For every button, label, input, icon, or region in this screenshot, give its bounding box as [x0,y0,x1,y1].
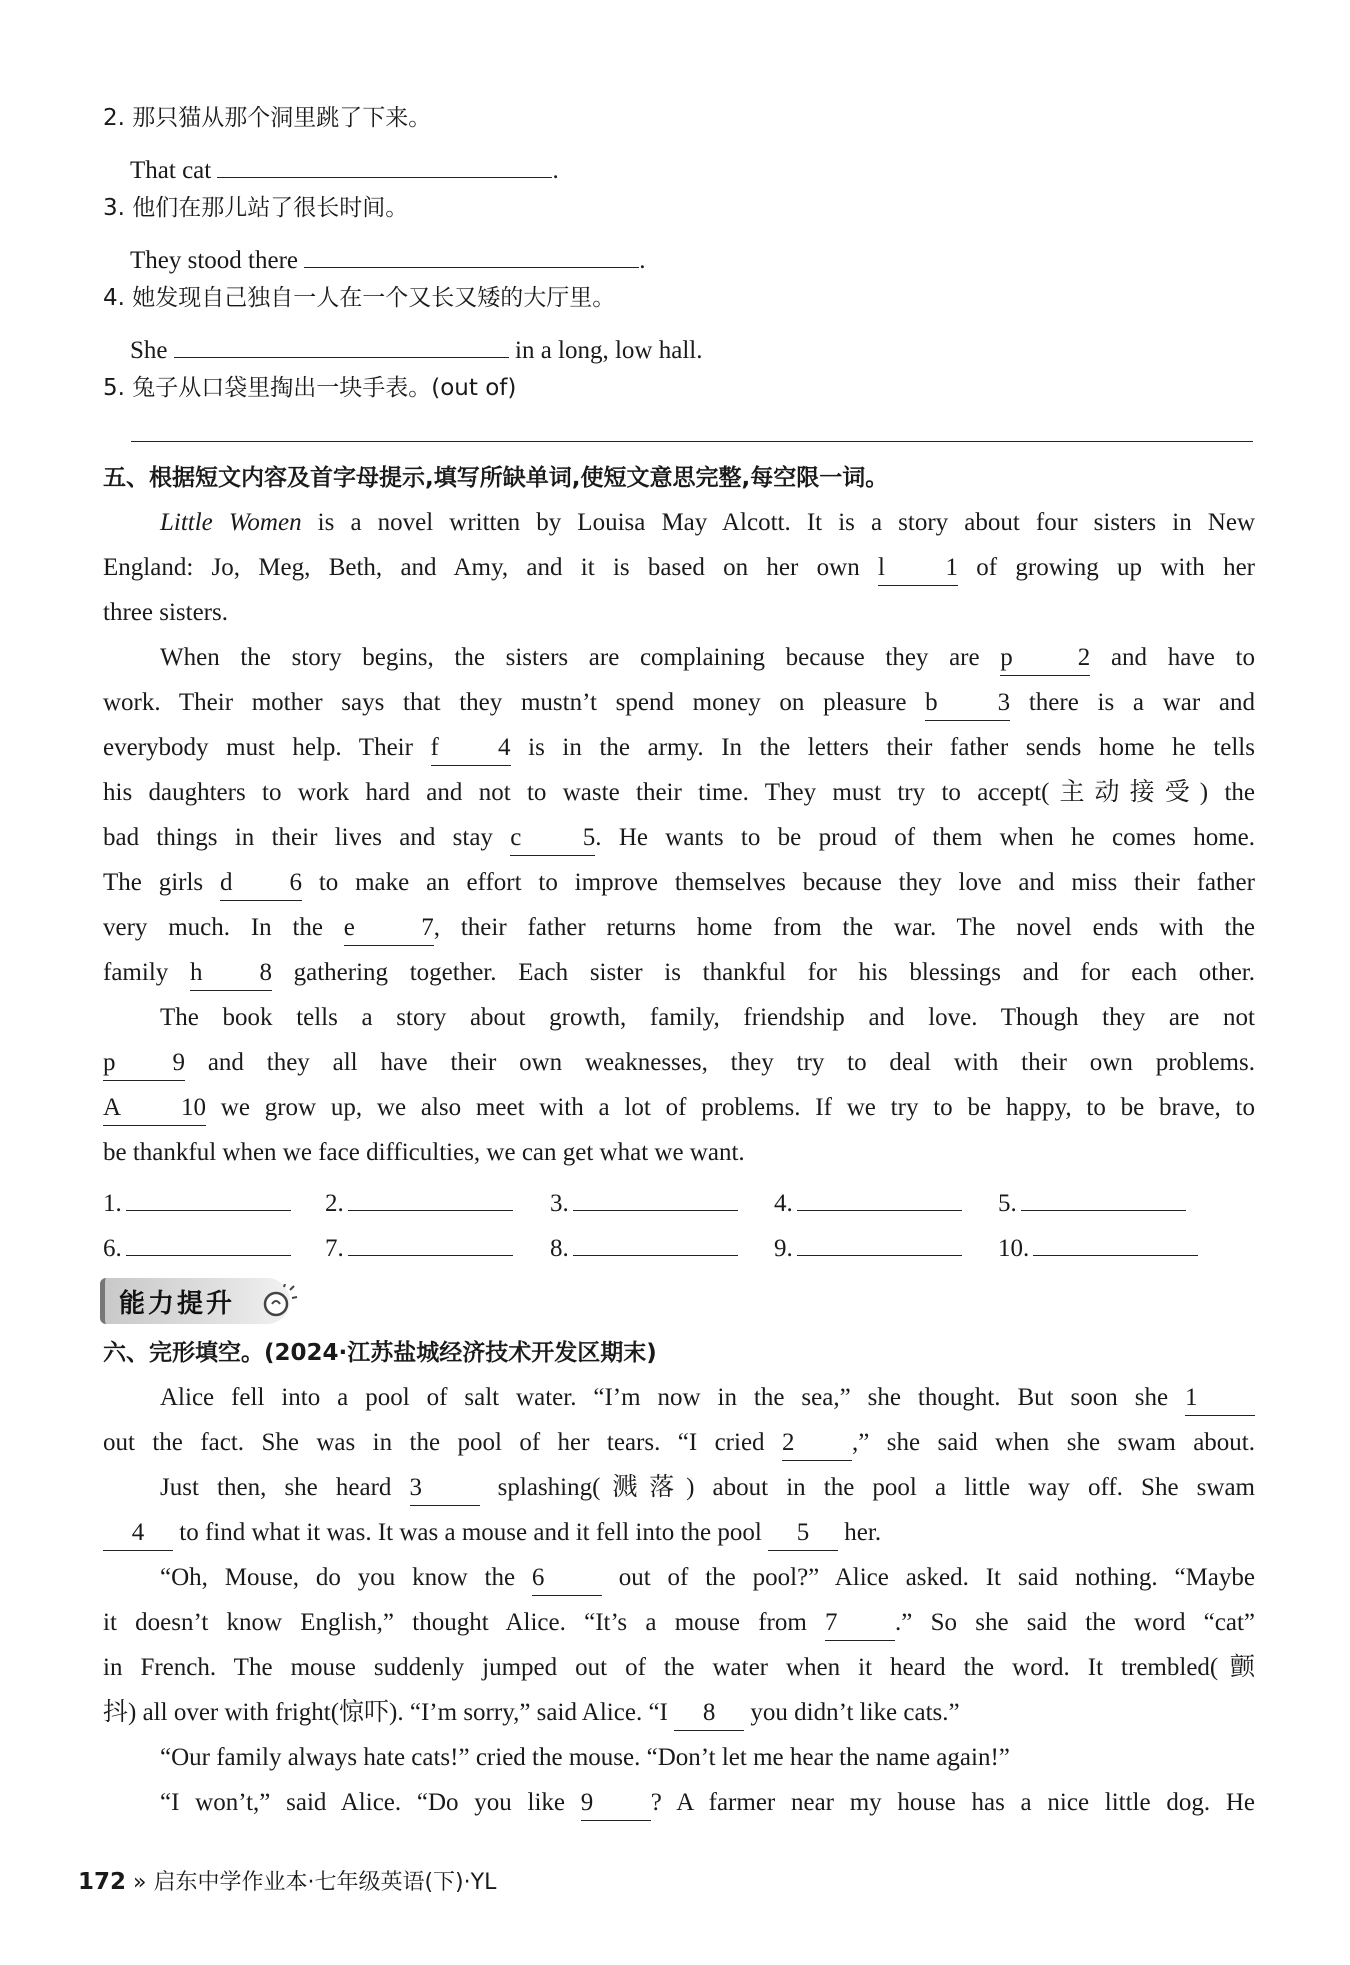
answer-blank[interactable] [797,1225,962,1256]
translation-q3-english: They stood there . [130,235,1282,275]
passage-line: “I won’t,” said Alice. “Do you like 9 ? A farmer near my house has a nice little dog. He [160,1785,1255,1825]
passage-line: England: Jo, Meg, Beth, and Amy, and it is based on her own l 1 of growing up with her [103,550,1255,590]
passage-line: it doesn’t know English,” thought Alice. “It’s a mouse from 7 .” So she said the word “cat” [103,1605,1255,1645]
passage-line: bad things in their lives and stay c 5. He wants to be proud of them when he comes home. [103,820,1255,860]
blank-4[interactable]: f 4 [431,733,511,766]
book-title: 启东中学作业本·七年级英语(下)·YL [153,1870,497,1895]
passage-line: The girls d 6 to make an effort to improve themselves because they love and miss their father [103,865,1255,905]
translation-q3-chinese: 3. 他们在那儿站了很长时间。 [103,195,409,221]
passage-line: The book tells a story about growth, family, friendship and love. Though they are not [160,1004,1255,1031]
passage-line: Alice fell into a pool of salt water. “I’m now in the sea,” she thought. But soon she 1 [160,1380,1255,1420]
double-chevron-right-icon: » [133,1870,147,1895]
section5-heading: 五、根据短文内容及首字母提示,填写所缺单词,使短文意思完整,每空限一词。 [103,465,889,491]
passage-line: When the story begins, the sisters are complaining because they are p 2 and have to [160,640,1255,680]
blank-7[interactable]: e 7 [344,913,434,946]
answer-blank[interactable] [1021,1180,1186,1211]
answer-blank[interactable] [348,1225,513,1256]
answer-blank[interactable] [573,1180,738,1211]
answer-slot[interactable]: 4. [774,1180,962,1222]
answer-blank[interactable] [217,145,552,178]
blank-5[interactable]: c 5 [510,823,595,856]
translation-q4-chinese: 4. 她发现自己独自一人在一个又长又矮的大厅里。 [103,285,616,311]
blank-9[interactable]: p 9 [103,1048,185,1081]
answer-blank[interactable] [1033,1225,1198,1256]
answer-slot[interactable]: 9. [774,1225,962,1267]
page-footer [78,1862,496,1902]
passage-line: out the fact. She was in the pool of her tears. “I cried 2 ,” she said when she swam about. [103,1425,1255,1465]
passage-line: be thankful when we face difficulties, we can get what we want. [103,1139,745,1166]
answer-slot[interactable]: 5. [998,1180,1186,1222]
blank-8[interactable]: h 8 [190,958,272,991]
passage-line: “Oh, Mouse, do you know the 6 out of the pool?” Alice asked. It said nothing. “Maybe [160,1560,1255,1600]
answer-slot[interactable]: 3. [550,1180,738,1222]
blank-6[interactable]: d 6 [220,868,302,901]
cloze-blank-2[interactable]: 2 [782,1428,852,1461]
cloze-blank-4[interactable]: 4 [103,1518,173,1551]
badge-label: 能力提升 [119,1289,236,1319]
cloze-blank-6[interactable]: 6 [532,1563,602,1596]
blank-3[interactable]: b 3 [925,688,1010,721]
section6-heading: 六、完形填空。(2024·江苏盐城经济技术开发区期末) [103,1340,657,1366]
passage-line: in French. The mouse suddenly jumped out of the water when it heard the word. It trembled(颤 [103,1654,1255,1681]
answer-blank[interactable] [348,1180,513,1211]
translation-q2-english: That cat . [130,145,1282,185]
passage-line: Little Women is a novel written by Louisa May Alcott. It is a story about four sisters in New [160,509,1255,536]
answer-slot[interactable]: 6. [103,1225,291,1267]
passage-line: p 9 and they all have their own weaknesses, they try to deal with their own problems. [103,1045,1255,1085]
passage-line: 4 to find what it was. It was a mouse and it fell into the pool 5 her. [103,1515,1255,1555]
answer-slot[interactable]: 1. [103,1180,291,1222]
answer-slot[interactable]: 2. [325,1180,513,1222]
cloze-blank-9[interactable]: 9 [581,1788,651,1821]
passage-line: work. Their mother says that they mustn’t spend money on pleasure b 3 there is a war and [103,685,1255,725]
passage-line: Just then, she heard 3 splashing(溅落) about in the pool a little way off. She swam [160,1470,1255,1510]
passage-line: “Our family always hate cats!” cried the mouse. “Don’t let me hear the name again!” [160,1744,1010,1771]
answer-slot[interactable]: 8. [550,1225,738,1267]
passage-line: very much. In the e 7, their father returns home from the war. The novel ends with the [103,910,1255,950]
cloze-blank-3[interactable]: 3 [410,1473,480,1506]
answer-blank[interactable] [126,1225,291,1256]
translation-q5-chinese: 5. 兔子从口袋里掏出一块手表。(out of) [103,375,517,401]
passage-line: 抖) all over with fright(惊吓). “I’m sorry,” said Alice. “I 8 you didn’t like cats.” [103,1695,1255,1735]
answer-blank[interactable] [174,325,509,358]
answer-blank[interactable] [797,1180,962,1211]
blank-10[interactable]: A 10 [103,1093,206,1126]
answer-slot[interactable]: 7. [325,1225,513,1267]
answer-blank[interactable] [304,235,639,268]
translation-q2-chinese: 2. 那只猫从那个洞里跳了下来。 [103,105,432,131]
answer-line-q5[interactable] [131,441,1253,442]
answer-blank[interactable] [126,1180,291,1211]
passage-line: everybody must help. Their f 4 is in the army. In the letters their father sends home he tells [103,730,1255,770]
answer-row [103,1225,1255,1265]
lightbulb-icon [258,1284,298,1324]
blank-1[interactable]: l 1 [878,553,958,586]
cloze-blank-5[interactable]: 5 [768,1518,838,1551]
cloze-blank-1[interactable]: 1 [1185,1383,1255,1416]
passage-line: his daughters to work hard and not to waste their time. They must try to accept(主动接受) the [103,779,1255,806]
answer-blank[interactable] [573,1225,738,1256]
page-number: 172 [78,1869,127,1895]
answer-row [103,1180,1255,1220]
cloze-blank-7[interactable]: 7 [825,1608,895,1641]
passage-line: three sisters. [103,599,228,626]
translation-q4-english: She in a long, low hall. [130,325,1282,365]
blank-2[interactable]: p 2 [1000,643,1090,676]
passage-line: family h 8 gathering together. Each sister is thankful for his blessings and for each other. [103,955,1255,995]
passage-line: A 10 we grow up, we also meet with a lot of problems. If we try to be happy, to be brave, to [103,1090,1255,1130]
cloze-blank-8[interactable]: 8 [674,1698,744,1731]
answer-slot[interactable]: 10. [998,1225,1198,1267]
